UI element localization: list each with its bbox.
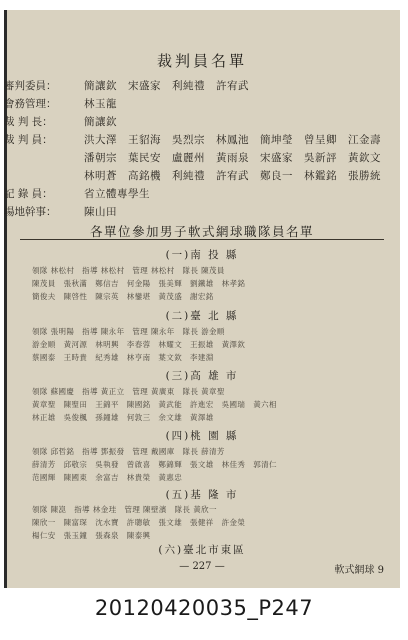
referee-label: 裁 判 員： [4,134,53,146]
team-heading: (五)基 隆 市 [165,489,239,501]
referee-label: 記 錄 員： [4,188,53,200]
team-row: 蔡國泰 王時貴 紀秀雄 林亨南 葉文欽 李建淵 [32,353,214,362]
roster-title: 各單位參加男子軟式網球職隊員名單 [89,224,314,239]
referees-heading: 裁判員名單 [156,52,247,70]
team-row: 范國輝 陳國東 余富吉 林貴榮 黃惠忠 [32,473,183,482]
team-heading: (四)桃 園 縣 [165,430,239,442]
referee-value: 洪大澤 王貂海 吳烈宗 林鳳池 簡坤瑩 曾呈卿 江金壽 [84,134,381,146]
team-row: 陳欣一 陳富琛 沈水寶 許聰敏 張文雄 張健祥 許金榮 [32,518,246,527]
team-row: 領隊 蘇國慶 指導 黃正立 管理 黃廣東 隊長 黃章聖 [32,387,225,396]
team-row: 簡俊夫 陳啓性 陳宗英 林鑾堪 黃茂盛 謝宏銘 [32,292,214,301]
referee-label: 會務管理： [4,98,57,110]
team-heading: (二)臺 北 縣 [165,310,239,322]
team-row: 黃章聖 陳聖田 王錦平 陳國銘 黃武能 許進宏 吳國瑞 黃六相 [32,400,277,409]
referee-label: 審判委員： [4,80,57,92]
team-row: 領隊 邱哲銘 指導 鄧振發 管理 戴國庫 隊長 薛清芳 [32,447,225,456]
referee-value: 林明蒼 高銘機 利純禮 許宥武 鄭良一 林鑑銘 張勝統 [84,170,381,182]
referee-value: 省立體專學生 [84,188,150,200]
team-row: 游金順 黃河源 林明興 李春蓉 林耀文 王振雄 黃澤欽 [32,340,246,349]
running-title: 軟式網球 9 [334,565,384,576]
team-heading: (一)南 投 縣 [165,249,239,261]
referee-value: 潘朝宗 葉民安 盧麗州 黃雨泉 宋盛家 吳新評 黃欽文 [84,152,381,164]
team-heading: (三)高 雄 市 [165,370,239,382]
team-heading: (六)臺北市東區 [158,544,246,556]
referee-value: 陳山田 [84,206,117,218]
team-row: 領隊 林松村 指導 林松村 管理 林松村 隊長 陳茂員 [32,266,225,275]
referee-label: 場地幹事： [4,206,57,218]
referee-label: 裁 判 長： [4,116,53,128]
page-number: — 227 — [179,561,225,572]
referee-value: 簡讓欽 宋盛家 利純禮 許宥武 [84,80,249,92]
team-row: 陳茂員 張秋滿 鄭信吉 何金陽 張美輝 劉鐵雄 林孝銘 [32,279,246,288]
team-six-rows [4,10,400,588]
referee-value: 林玉龍 [84,98,117,110]
referee-value: 簡讓欽 [84,116,117,128]
team-row: 薛清芳 邱敬宗 吳執發 曾啟喜 鄭錦輝 張文雄 林佳秀 郭清仁 [32,460,277,469]
team-row: 林正雄 吳俊楓 孫鐘雄 何敦三 余文雄 黃澤雄 [32,413,214,422]
image-caption: 20120420035_P247 [94,596,314,620]
team-row: 領隊 陳崑 指導 林金珪 管理 陳壁濱 隊長 黃欣一 [32,505,217,514]
team-row: 楊仁安 張玉鐘 張森泉 陳泰興 [32,531,151,540]
team-row: 領隊 張明陽 指導 陳永年 管理 陳永年 隊長 游金順 [32,327,225,336]
